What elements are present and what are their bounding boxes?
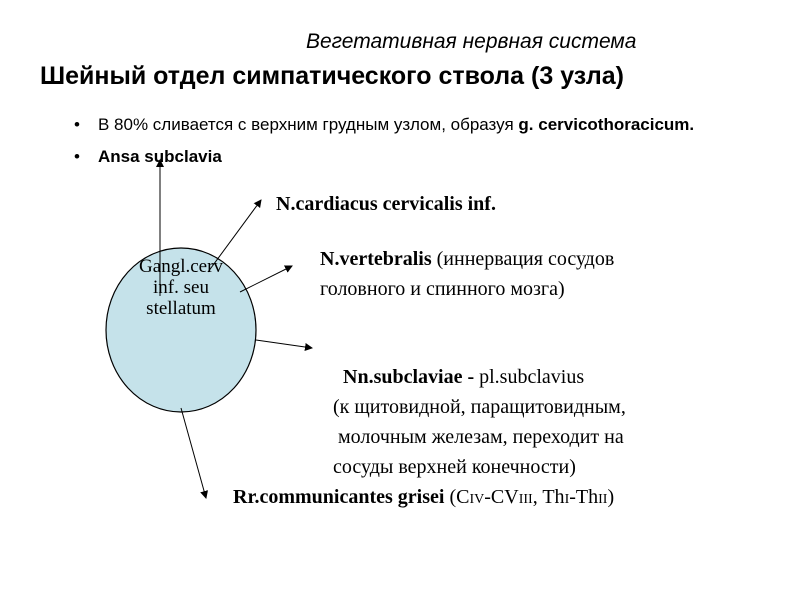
label-communicantes-mid2: , Th: [532, 486, 565, 508]
label-vertebralis: [320, 244, 614, 304]
arrow-vertebralis: [240, 266, 292, 292]
label-communicantes-sc1: IV: [469, 492, 485, 507]
label-subclaviae-rest: pl.subclavius: [479, 366, 585, 388]
label-communicantes-sc2: III: [518, 492, 533, 507]
slide-subtitle: Вегетативная нервная система: [306, 30, 637, 53]
label-cardiacus: [276, 192, 496, 217]
label-communicantes-close: ): [607, 486, 615, 508]
label-communicantes-sc3: I: [564, 492, 570, 507]
bullet-1-text: В 80% сливается с верхним грудным узлом, образуя: [98, 115, 519, 134]
label-communicantes-mid3: -Th: [569, 486, 599, 508]
label-subclaviae-line2: молочным железам, переходит на: [333, 426, 624, 448]
label-communicantes: [233, 485, 614, 512]
label-communicantes-mid: -CV: [484, 486, 519, 508]
arrow-communicantes: [181, 408, 206, 498]
label-vertebralis-bold: N.vertebralis: [320, 248, 432, 270]
label-vertebralis-rest: (иннервация сосудов: [431, 248, 615, 270]
label-vertebralis-line2: головного и спинного мозга): [320, 278, 565, 300]
label-communicantes-sc4: II: [598, 492, 608, 507]
bullet-1-bold: g. cervicothoracicum.: [518, 115, 695, 134]
label-subclaviae-line3: сосуды верхней конечности): [333, 456, 576, 478]
ganglion-label: Gangl.cerv inf. seu stellatum: [139, 256, 223, 319]
label-communicantes-bold: Rr.communicantes grisei: [233, 486, 445, 508]
label-communicantes-open: (C: [444, 486, 470, 508]
arrow-subclaviae: [256, 340, 312, 348]
label-subclaviae-bold: Nn.subclaviae -: [343, 366, 480, 388]
bullet-2-bold: Ansa subclavia: [98, 147, 222, 166]
slide-title: Шейный отдел симпатического ствола (3 узла): [40, 62, 624, 90]
label-subclaviae-line1: (к щитовидной, паращитовидным,: [333, 396, 626, 418]
label-subclaviae: [333, 332, 626, 482]
label-cardiacus-bold: N.cardiacus cervicalis inf.: [276, 193, 496, 215]
